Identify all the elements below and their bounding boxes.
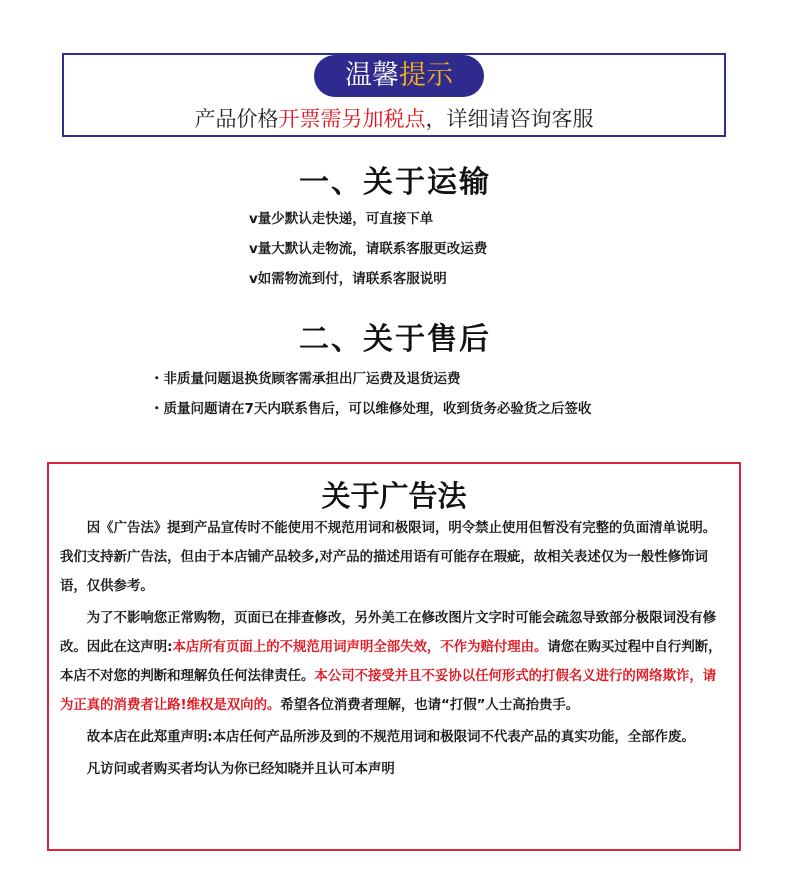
ad-law-p2-text-c: 希望各位消费者理解，也请“打假”人士高抬贵手。 xyxy=(280,698,580,713)
list-item: v量少默认走快递，可直接下单 xyxy=(249,211,434,227)
notice-line xyxy=(64,105,724,133)
notice-box xyxy=(62,53,726,137)
shipping-list xyxy=(249,208,487,298)
ad-law-paragraph-4: 凡访问或者购买者均认为你已经知晓并且认可本声明 xyxy=(86,762,395,777)
notice-pill-text: 温馨 xyxy=(345,60,399,91)
ad-law-title: 关于广告法 xyxy=(321,479,467,513)
ad-law-p2-text-b: 请您在购买过程中自行判断，本店不对您的判断和理解负任何法律责任。 xyxy=(60,640,722,684)
ad-law-box xyxy=(47,462,741,851)
list-item: v量大默认走物流，请联系客服更改运费 xyxy=(249,241,488,257)
ad-law-p2-red-1: 本店所有页面上的不规范用词声明全部失效，不作为赔付理由。 xyxy=(172,640,548,655)
notice-line-red: 开票需另加税点 xyxy=(278,107,426,131)
list-item: ・质量问题请在7天内联系售后，可以维修处理，收到货务必验货之后签收 xyxy=(150,401,592,417)
list-item: ・非质量问题退换货顾客需承担出厂运费及退货运费 xyxy=(150,371,461,387)
ad-law-p2-text-a: 为了不影响您正常购物，页面已在排查修改，另外美工在修改图片文字时可能会疏忽导致部分极限词没有修改。因此在这声明: xyxy=(60,611,717,655)
notice-pill xyxy=(314,55,484,97)
ad-law-paragraph-1: 因《广告法》提到产品宣传时不能使用不规范用词和极限词，明令禁止使用但暂没有完整的负面清单说明。我们支持新广告法，但由于本店铺产品较多,对产品的描述用语有可能存在瑕疵，故相关表述仅为一般性修饰词语，仅供参考。 xyxy=(60,521,717,594)
shipping-title: 一、关于运输 xyxy=(299,165,491,200)
notice-line-post: ，详细请咨询客服 xyxy=(425,107,594,131)
after-sales-title: 二、关于售后 xyxy=(299,322,491,357)
list-item: v如需物流到付，请联系客服说明 xyxy=(249,271,447,287)
notice-pill-highlight: 提示 xyxy=(399,60,453,91)
after-sales-list xyxy=(150,369,591,429)
notice-line-pre: 产品价格 xyxy=(194,107,279,131)
ad-law-body xyxy=(60,514,728,787)
ad-law-paragraph-2 xyxy=(60,604,728,720)
ad-law-p2-red-2: 本公司不接受并且不妥协以任何形式的打假名义进行的网络欺诈，请为正真的消费者让路!维权是双向的。 xyxy=(60,669,717,713)
ad-law-paragraph-3: 故本店在此郑重声明:本店任何产品所涉及到的不规范用词和极限词不代表产品的真实功能，全部作废。 xyxy=(86,730,695,745)
